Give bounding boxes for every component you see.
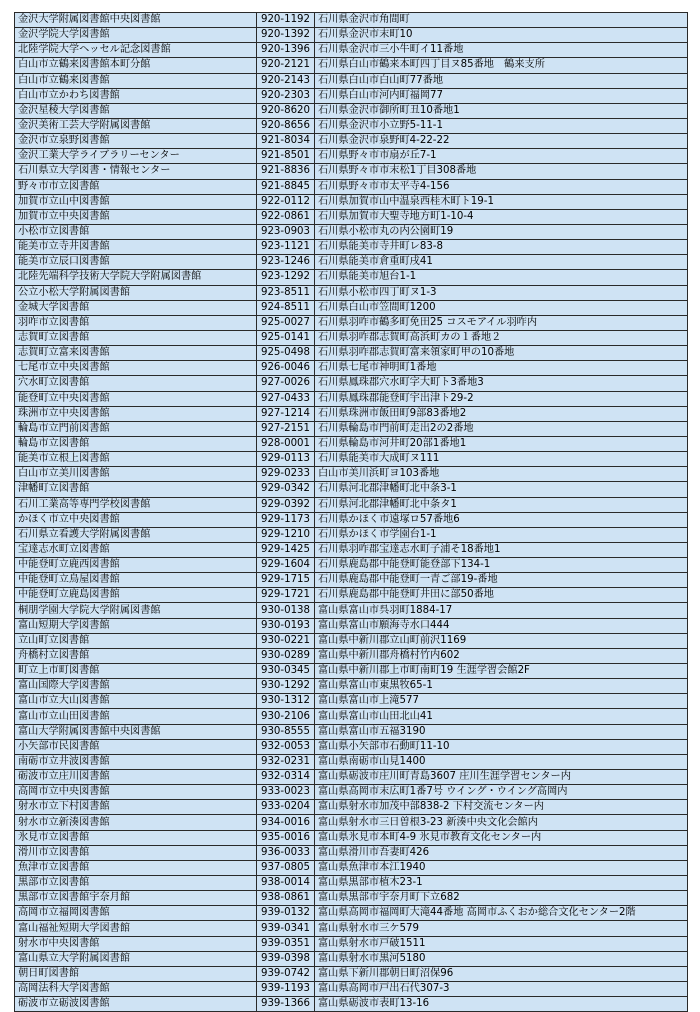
table-row: [15, 270, 688, 285]
table-row: [15, 391, 688, 406]
address-cell: 富山県射水市黒河5180: [315, 951, 688, 966]
postal-code-cell: 929-0342: [257, 482, 315, 497]
library-name-cell: 射水市立下村図書館: [15, 800, 257, 815]
address-cell: 石川県白山市河内町福岡77: [315, 88, 688, 103]
postal-code-cell: 920-1192: [257, 13, 315, 28]
library-name-cell: 立山町立図書館: [15, 633, 257, 648]
postal-code-cell: 923-1246: [257, 255, 315, 270]
library-name-cell: かほく市立中央図書館: [15, 512, 257, 527]
address-cell: 富山県富山市願海寺水口444: [315, 618, 688, 633]
postal-code-cell: 920-1392: [257, 28, 315, 43]
address-cell: 富山県滑川市吾妻町426: [315, 845, 688, 860]
table-row: [15, 982, 688, 997]
address-cell: 石川県能美市倉重町戌41: [315, 255, 688, 270]
postal-code-cell: 929-1210: [257, 527, 315, 542]
library-name-cell: 輪島市立門前図書館: [15, 421, 257, 436]
postal-code-cell: 929-1715: [257, 573, 315, 588]
library-name-cell: 砺波市立砺波図書館: [15, 997, 257, 1012]
address-cell: 石川県野々市市末松1丁目308番地: [315, 164, 688, 179]
table-row: [15, 785, 688, 800]
postal-code-cell: 927-1214: [257, 406, 315, 421]
library-name-cell: 能美市立寺井図書館: [15, 240, 257, 255]
table-row: [15, 240, 688, 255]
table-row: [15, 694, 688, 709]
address-cell: 石川県羽咋郡宝達志水町子浦そ18番地1: [315, 542, 688, 557]
address-cell: 富山県砺波市表町13-16: [315, 997, 688, 1012]
library-name-cell: 富山短期大学図書館: [15, 618, 257, 633]
library-name-cell: 珠洲市立中央図書館: [15, 406, 257, 421]
table-row: [15, 497, 688, 512]
table-row: [15, 906, 688, 921]
library-name-cell: 金沢市立泉野図書館: [15, 134, 257, 149]
table-row: [15, 936, 688, 951]
address-cell: 石川県能美市旭台1-1: [315, 270, 688, 285]
address-cell: 富山県黒部市宇奈月町下立682: [315, 891, 688, 906]
postal-code-cell: 921-8034: [257, 134, 315, 149]
postal-code-cell: 932-0231: [257, 754, 315, 769]
table-row: [15, 13, 688, 28]
postal-code-cell: 934-0016: [257, 815, 315, 830]
postal-code-cell: 930-8555: [257, 724, 315, 739]
address-cell: 石川県小松市四丁町ヌ1-3: [315, 285, 688, 300]
library-name-cell: 白山市立鶴来図書館: [15, 73, 257, 88]
library-table-body: [15, 13, 688, 1012]
postal-code-cell: 925-0027: [257, 315, 315, 330]
address-cell: 富山県南砺市山見1400: [315, 754, 688, 769]
library-name-cell: 富山大学附属図書館中央図書館: [15, 724, 257, 739]
table-row: [15, 315, 688, 330]
library-name-cell: 白山市立美川図書館: [15, 467, 257, 482]
address-cell: 石川県白山市白山町77番地: [315, 73, 688, 88]
postal-code-cell: 939-0341: [257, 921, 315, 936]
address-cell: 富山県黒部市植木23-1: [315, 876, 688, 891]
address-cell: 富山県小矢部市石動町11-10: [315, 739, 688, 754]
library-name-cell: 射水市中央図書館: [15, 936, 257, 951]
library-name-cell: 中能登町立鹿島図書館: [15, 588, 257, 603]
address-cell: 石川県河北郡津幡町北中条タ1: [315, 497, 688, 512]
address-cell: 石川県羽咋郡志賀町富来領家町甲の10番地: [315, 346, 688, 361]
library-name-cell: 金沢星稜大学図書館: [15, 103, 257, 118]
address-cell: 石川県金沢市小立野5-11-1: [315, 118, 688, 133]
address-cell: 石川県小松市丸の内公園町19: [315, 224, 688, 239]
postal-code-cell: 922-0861: [257, 209, 315, 224]
library-name-cell: 中能登町立鳥屋図書館: [15, 573, 257, 588]
postal-code-cell: 930-0193: [257, 618, 315, 633]
postal-code-cell: 939-0742: [257, 966, 315, 981]
address-cell: 富山県氷見市本町4-9 氷見市教育文化センター内: [315, 830, 688, 845]
postal-code-cell: 939-0132: [257, 906, 315, 921]
table-row: [15, 330, 688, 345]
table-row: [15, 618, 688, 633]
library-name-cell: 金沢美術工芸大学附属図書館: [15, 118, 257, 133]
library-name-cell: 小矢部市民図書館: [15, 739, 257, 754]
postal-code-cell: 929-1173: [257, 512, 315, 527]
postal-code-cell: 929-1604: [257, 558, 315, 573]
table-row: [15, 224, 688, 239]
table-row: [15, 603, 688, 618]
library-name-cell: 輪島市立図書館: [15, 436, 257, 451]
library-name-cell: 穴水町立図書館: [15, 376, 257, 391]
table-row: [15, 679, 688, 694]
address-cell: 富山県高岡市福岡町大滝44番地 高岡市ふくおか総合文化センター2階: [315, 906, 688, 921]
library-name-cell: 金城大学図書館: [15, 300, 257, 315]
library-name-cell: 黒部市立図書館宇奈月館: [15, 891, 257, 906]
library-table: [14, 12, 688, 1012]
library-name-cell: 能美市立根上図書館: [15, 452, 257, 467]
table-row: [15, 891, 688, 906]
postal-code-cell: 929-1425: [257, 542, 315, 557]
table-row: [15, 588, 688, 603]
library-name-cell: 能登町立中央図書館: [15, 391, 257, 406]
address-cell: 石川県能美市寺井町レ83-8: [315, 240, 688, 255]
address-cell: 富山県富山市五福3190: [315, 724, 688, 739]
postal-code-cell: 936-0033: [257, 845, 315, 860]
library-name-cell: 小松市立図書館: [15, 224, 257, 239]
postal-code-cell: 930-1312: [257, 694, 315, 709]
table-row: [15, 542, 688, 557]
table-row: [15, 285, 688, 300]
address-cell: 石川県野々市市扇が丘7-1: [315, 149, 688, 164]
library-name-cell: 野々市市立図書館: [15, 179, 257, 194]
library-name-cell: 滑川市立図書館: [15, 845, 257, 860]
table-row: [15, 815, 688, 830]
table-row: [15, 830, 688, 845]
table-row: [15, 664, 688, 679]
table-row: [15, 300, 688, 315]
address-cell: 石川県野々市市太平寺4-156: [315, 179, 688, 194]
address-cell: 石川県白山市鶴来本町四丁目ヌ85番地 鶴来支所: [315, 58, 688, 73]
table-row: [15, 467, 688, 482]
postal-code-cell: 929-1721: [257, 588, 315, 603]
table-row: [15, 209, 688, 224]
address-cell: 石川県金沢市末町10: [315, 28, 688, 43]
address-cell: 石川県能美市大成町ヌ111: [315, 452, 688, 467]
address-cell: 富山県射水市三ケ579: [315, 921, 688, 936]
library-name-cell: 能美市立辰口図書館: [15, 255, 257, 270]
table-row: [15, 876, 688, 891]
library-name-cell: 射水市立新湊図書館: [15, 815, 257, 830]
address-cell: 富山県中新川郡舟橋村竹内602: [315, 648, 688, 663]
table-row: [15, 194, 688, 209]
table-row: [15, 558, 688, 573]
postal-code-cell: 927-0026: [257, 376, 315, 391]
address-cell: 石川県河北郡津幡町北中条3-1: [315, 482, 688, 497]
postal-code-cell: 939-0351: [257, 936, 315, 951]
address-cell: 石川県鹿島郡中能登町一青ご部19-番地: [315, 573, 688, 588]
library-name-cell: 金沢工業大学ライブラリーセンター: [15, 149, 257, 164]
address-cell: 富山県富山市山田北山41: [315, 709, 688, 724]
table-row: [15, 921, 688, 936]
table-row: [15, 573, 688, 588]
table-row: [15, 648, 688, 663]
table-row: [15, 724, 688, 739]
address-cell: 富山県中新川郡上市町南町19 生涯学習会館2F: [315, 664, 688, 679]
library-name-cell: 舟橋村立図書館: [15, 648, 257, 663]
postal-code-cell: 927-0433: [257, 391, 315, 406]
table-row: [15, 58, 688, 73]
postal-code-cell: 920-8656: [257, 118, 315, 133]
library-name-cell: 黒部市立図書館: [15, 876, 257, 891]
table-row: [15, 118, 688, 133]
postal-code-cell: 929-0113: [257, 452, 315, 467]
address-cell: 石川県金沢市御所町丑10番地1: [315, 103, 688, 118]
postal-code-cell: 925-0141: [257, 330, 315, 345]
library-name-cell: 富山市立山田図書館: [15, 709, 257, 724]
postal-code-cell: 920-1396: [257, 43, 315, 58]
postal-code-cell: 924-8511: [257, 300, 315, 315]
library-name-cell: 富山県立大学附属図書館: [15, 951, 257, 966]
postal-code-cell: 921-8501: [257, 149, 315, 164]
table-row: [15, 997, 688, 1012]
postal-code-cell: 930-0289: [257, 648, 315, 663]
library-name-cell: 北陸先端科学技術大学院大学附属図書館: [15, 270, 257, 285]
library-name-cell: 魚津市立図書館: [15, 860, 257, 875]
library-name-cell: 高岡市立中央図書館: [15, 785, 257, 800]
address-cell: 富山県射水市加茂中部838-2 下村交流センター内: [315, 800, 688, 815]
postal-code-cell: 920-2121: [257, 58, 315, 73]
table-row: [15, 28, 688, 43]
library-name-cell: 白山市立鶴来図書館本町分館: [15, 58, 257, 73]
address-cell: 富山県富山市東黒牧65-1: [315, 679, 688, 694]
library-name-cell: 桐朋学園大学院大学附属図書館: [15, 603, 257, 618]
postal-code-cell: 930-0221: [257, 633, 315, 648]
postal-code-cell: 930-1292: [257, 679, 315, 694]
library-name-cell: 富山国際大学図書館: [15, 679, 257, 694]
address-cell: 石川県羽咋郡志賀町高浜町カの１番地２: [315, 330, 688, 345]
address-cell: 石川県金沢市角間町: [315, 13, 688, 28]
table-row: [15, 361, 688, 376]
address-cell: 石川県鳳珠郡穴水町字大町ト3番地3: [315, 376, 688, 391]
table-row: [15, 800, 688, 815]
table-row: [15, 845, 688, 860]
address-cell: 石川県かほく市学園台1-1: [315, 527, 688, 542]
library-name-cell: 津幡町立図書館: [15, 482, 257, 497]
address-cell: 石川県鹿島郡中能登町井田に部50番地: [315, 588, 688, 603]
postal-code-cell: 933-0023: [257, 785, 315, 800]
library-name-cell: 高岡市立福岡図書館: [15, 906, 257, 921]
postal-code-cell: 929-0233: [257, 467, 315, 482]
postal-code-cell: 923-8511: [257, 285, 315, 300]
postal-code-cell: 926-0046: [257, 361, 315, 376]
address-cell: 石川県加賀市大聖寺地方町1-10-4: [315, 209, 688, 224]
library-name-cell: 白山市立かわち図書館: [15, 88, 257, 103]
address-cell: 富山県富山市呉羽町1884-17: [315, 603, 688, 618]
address-cell: 石川県金沢市泉野町4-22-22: [315, 134, 688, 149]
address-cell: 富山県射水市戸破1511: [315, 936, 688, 951]
table-row: [15, 436, 688, 451]
postal-code-cell: 939-1366: [257, 997, 315, 1012]
postal-code-cell: 930-0138: [257, 603, 315, 618]
library-name-cell: 高岡法科大学図書館: [15, 982, 257, 997]
library-name-cell: 金沢大学附属図書館中央図書館: [15, 13, 257, 28]
postal-code-cell: 923-0903: [257, 224, 315, 239]
table-row: [15, 376, 688, 391]
postal-code-cell: 921-8836: [257, 164, 315, 179]
library-name-cell: 石川県立大学図書・情報センター: [15, 164, 257, 179]
address-cell: 石川県羽咋市鶴多町免田25 コスモアイル羽咋内: [315, 315, 688, 330]
table-row: [15, 255, 688, 270]
library-name-cell: 加賀市立中央図書館: [15, 209, 257, 224]
table-row: [15, 754, 688, 769]
table-row: [15, 527, 688, 542]
address-cell: 石川県白山市笠間町1200: [315, 300, 688, 315]
library-name-cell: 富山市立大山図書館: [15, 694, 257, 709]
address-cell: 石川県鹿島郡中能登町能登部下134-1: [315, 558, 688, 573]
library-name-cell: 北陸学院大学ヘッセル記念図書館: [15, 43, 257, 58]
table-row: [15, 421, 688, 436]
library-name-cell: 志賀町立富来図書館: [15, 346, 257, 361]
table-row: [15, 770, 688, 785]
table-row: [15, 179, 688, 194]
table-row: [15, 73, 688, 88]
library-name-cell: 公立小松大学附属図書館: [15, 285, 257, 300]
library-name-cell: 金沢学院大学図書館: [15, 28, 257, 43]
table-row: [15, 43, 688, 58]
address-cell: 白山市美川浜町ヨ103番地: [315, 467, 688, 482]
library-name-cell: 石川県立看護大学附属図書館: [15, 527, 257, 542]
postal-code-cell: 938-0861: [257, 891, 315, 906]
postal-code-cell: 932-0314: [257, 770, 315, 785]
postal-code-cell: 938-0014: [257, 876, 315, 891]
address-cell: 富山県下新川郡朝日町沼保96: [315, 966, 688, 981]
postal-code-cell: 930-0345: [257, 664, 315, 679]
table-row: [15, 134, 688, 149]
library-name-cell: 羽咋市立図書館: [15, 315, 257, 330]
postal-code-cell: 935-0016: [257, 830, 315, 845]
address-cell: 石川県珠洲市飯田町9部83番地2: [315, 406, 688, 421]
table-row: [15, 164, 688, 179]
postal-code-cell: 921-8845: [257, 179, 315, 194]
postal-code-cell: 937-0805: [257, 860, 315, 875]
address-cell: 石川県かほく市遠塚ロ57番地6: [315, 512, 688, 527]
address-cell: 富山県射水市三日曽根3-23 新湊中央文化会館内: [315, 815, 688, 830]
postal-code-cell: 920-2143: [257, 73, 315, 88]
table-row: [15, 482, 688, 497]
table-row: [15, 346, 688, 361]
postal-code-cell: 928-0001: [257, 436, 315, 451]
postal-code-cell: 939-1193: [257, 982, 315, 997]
library-name-cell: 七尾市立中央図書館: [15, 361, 257, 376]
library-name-cell: 石川工業高等専門学校図書館: [15, 497, 257, 512]
table-row: [15, 739, 688, 754]
postal-code-cell: 933-0204: [257, 800, 315, 815]
library-name-cell: 砺波市立庄川図書館: [15, 770, 257, 785]
postal-code-cell: 920-8620: [257, 103, 315, 118]
table-row: [15, 88, 688, 103]
address-cell: 富山県高岡市末広町1番7号 ウイング・ウイング高岡内: [315, 785, 688, 800]
postal-code-cell: 929-0392: [257, 497, 315, 512]
postal-code-cell: 923-1121: [257, 240, 315, 255]
address-cell: 石川県金沢市三小牛町イ11番地: [315, 43, 688, 58]
table-row: [15, 860, 688, 875]
table-row: [15, 406, 688, 421]
address-cell: 石川県鳳珠郡能登町宇出津ト29-2: [315, 391, 688, 406]
postal-code-cell: 939-0398: [257, 951, 315, 966]
table-row: [15, 633, 688, 648]
library-name-cell: 中能登町立鹿西図書館: [15, 558, 257, 573]
library-name-cell: 朝日町図書館: [15, 966, 257, 981]
library-name-cell: 富山福祉短期大学図書館: [15, 921, 257, 936]
table-row: [15, 452, 688, 467]
library-name-cell: 南砺市立井波図書館: [15, 754, 257, 769]
library-name-cell: 志賀町立図書館: [15, 330, 257, 345]
table-row: [15, 966, 688, 981]
library-name-cell: 氷見市立図書館: [15, 830, 257, 845]
address-cell: 石川県輪島市河井町20部1番地1: [315, 436, 688, 451]
postal-code-cell: 932-0053: [257, 739, 315, 754]
address-cell: 石川県七尾市神明町1番地: [315, 361, 688, 376]
library-name-cell: 宝達志水町立図書館: [15, 542, 257, 557]
postal-code-cell: 930-2106: [257, 709, 315, 724]
postal-code-cell: 927-2151: [257, 421, 315, 436]
address-cell: 石川県加賀市山中温泉西桂木町ト19-1: [315, 194, 688, 209]
address-cell: 富山県高岡市戸出石代307-3: [315, 982, 688, 997]
table-row: [15, 103, 688, 118]
table-row: [15, 709, 688, 724]
postal-code-cell: 923-1292: [257, 270, 315, 285]
library-name-cell: 町立上市町図書館: [15, 664, 257, 679]
postal-code-cell: 925-0498: [257, 346, 315, 361]
address-cell: 富山県魚津市本江1940: [315, 860, 688, 875]
address-cell: 富山県砺波市庄川町青島3607 庄川生涯学習センター内: [315, 770, 688, 785]
table-row: [15, 149, 688, 164]
table-row: [15, 512, 688, 527]
address-cell: 石川県輪島市門前町走出2の2番地: [315, 421, 688, 436]
table-row: [15, 951, 688, 966]
postal-code-cell: 920-2303: [257, 88, 315, 103]
postal-code-cell: 922-0112: [257, 194, 315, 209]
library-name-cell: 加賀市立山中図書館: [15, 194, 257, 209]
address-cell: 富山県富山市上滝577: [315, 694, 688, 709]
address-cell: 富山県中新川郡立山町前沢1169: [315, 633, 688, 648]
